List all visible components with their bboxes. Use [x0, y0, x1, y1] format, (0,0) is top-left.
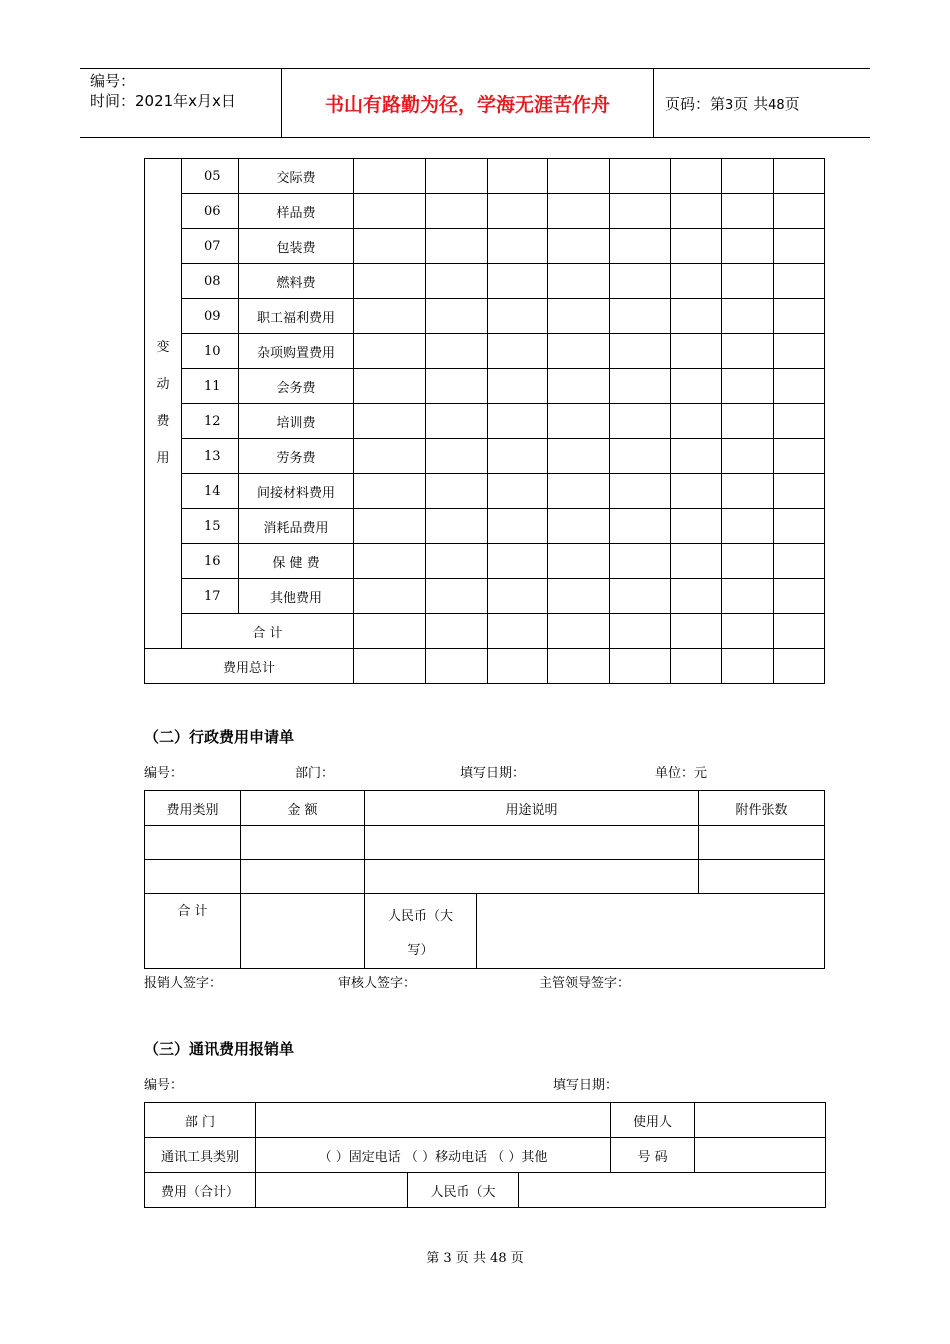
expense-value-cell[interactable] — [548, 299, 610, 334]
grand-total-value-cell[interactable] — [354, 649, 426, 684]
expense-value-cell[interactable] — [671, 159, 722, 194]
category-cell[interactable] — [145, 860, 241, 894]
expense-value-cell[interactable] — [610, 404, 671, 439]
expense-row — [145, 404, 825, 439]
subtotal-value-cell[interactable] — [774, 614, 825, 649]
expense-value-cell[interactable] — [610, 229, 671, 264]
expense-code: 05 — [182, 159, 239, 194]
expense-name: 杂项购置费用 — [239, 334, 354, 369]
page-footer: 第 3 页 共 48 页 — [426, 1251, 524, 1266]
subtotal-value-cell[interactable] — [488, 614, 548, 649]
grand-total-value-cell[interactable] — [671, 649, 722, 684]
expense-value-cell[interactable] — [671, 369, 722, 404]
expense-value-cell[interactable] — [671, 299, 722, 334]
expense-value-cell[interactable] — [774, 544, 825, 579]
expense-value-cell[interactable] — [722, 159, 774, 194]
number-cell[interactable] — [695, 1138, 826, 1173]
expense-value-cell[interactable] — [426, 404, 488, 439]
expense-value-cell[interactable] — [722, 194, 774, 229]
expense-value-cell[interactable] — [671, 579, 722, 614]
expense-row — [145, 474, 825, 509]
side-label-char: 费 — [156, 414, 170, 429]
expense-value-cell[interactable] — [774, 579, 825, 614]
attachments-cell[interactable] — [699, 860, 825, 894]
tool-type-label: 通讯工具类别 — [145, 1138, 256, 1173]
category-cell[interactable] — [145, 826, 241, 860]
subtotal-value-cell[interactable] — [722, 614, 774, 649]
expense-value-cell[interactable] — [671, 474, 722, 509]
expense-value-cell[interactable] — [610, 509, 671, 544]
expense-name: 间接材料费用 — [239, 474, 354, 509]
header-page-info — [665, 93, 800, 114]
expense-value-cell[interactable] — [354, 299, 426, 334]
expense-value-cell[interactable] — [488, 474, 548, 509]
attachments-cell[interactable] — [699, 826, 825, 860]
expense-value-cell[interactable] — [610, 439, 671, 474]
expense-value-cell[interactable] — [774, 229, 825, 264]
expense-value-cell[interactable] — [354, 439, 426, 474]
amount-cell[interactable] — [241, 826, 365, 860]
expense-code: 08 — [182, 264, 239, 299]
fee-label: 费用（合计） — [145, 1173, 256, 1208]
expense-value-cell[interactable] — [548, 159, 610, 194]
expense-name: 燃料费 — [239, 264, 354, 299]
expense-name: 职工福利费用 — [239, 299, 354, 334]
expense-row — [145, 299, 825, 334]
header-time: 时间：2021年x月x日 — [90, 92, 236, 110]
expense-value-cell[interactable] — [610, 299, 671, 334]
header-motto: 书山有路勤为径，学海无涯苦作舟 — [324, 93, 610, 116]
expense-value-cell[interactable] — [722, 264, 774, 299]
expense-value-cell[interactable] — [354, 159, 426, 194]
expense-value-cell[interactable] — [610, 579, 671, 614]
expense-value-cell[interactable] — [610, 474, 671, 509]
expense-value-cell[interactable] — [722, 404, 774, 439]
expense-value-cell[interactable] — [671, 229, 722, 264]
grand-total-row — [145, 649, 825, 684]
page-header — [80, 68, 870, 138]
expense-value-cell[interactable] — [426, 194, 488, 229]
expense-code: 12 — [182, 404, 239, 439]
subtotal-label: 合 计 — [182, 614, 354, 649]
expense-value-cell[interactable] — [426, 474, 488, 509]
expense-row — [145, 334, 825, 369]
expense-value-cell[interactable] — [722, 439, 774, 474]
page-mid: 页 共 — [733, 95, 769, 113]
expense-value-cell[interactable] — [488, 509, 548, 544]
grand-total-label: 费用总计 — [145, 649, 354, 684]
expense-row — [145, 579, 825, 614]
col-header-purpose: 用途说明 — [365, 791, 699, 826]
expense-value-cell[interactable] — [671, 439, 722, 474]
expense-value-cell[interactable] — [354, 194, 426, 229]
rmb-label: 人民币（大 — [408, 1173, 519, 1208]
rmb-uppercase-label: 人民币（大写） — [365, 894, 477, 969]
expense-name: 保 健 费 — [239, 544, 354, 579]
grand-total-value-cell[interactable] — [488, 649, 548, 684]
col-header-category: 费用类别 — [145, 791, 241, 826]
expense-code: 07 — [182, 229, 239, 264]
expense-name: 消耗品费用 — [239, 509, 354, 544]
expense-name: 培训费 — [239, 404, 354, 439]
expense-value-cell[interactable] — [488, 264, 548, 299]
page-number: 3 — [725, 98, 734, 113]
variable-expense-table — [144, 158, 825, 684]
expense-value-cell[interactable] — [671, 194, 722, 229]
expense-value-cell[interactable] — [488, 334, 548, 369]
header-divider — [653, 69, 654, 137]
expense-value-cell[interactable] — [354, 264, 426, 299]
expense-value-cell[interactable] — [426, 544, 488, 579]
supervisor-signature-label: 主管领导签字： — [539, 976, 631, 991]
section2-date-label: 填写日期： — [460, 766, 526, 781]
section3-date-label: 填写日期： — [553, 1078, 619, 1093]
expense-value-cell[interactable] — [548, 544, 610, 579]
expense-value-cell[interactable] — [548, 509, 610, 544]
expense-code: 11 — [182, 369, 239, 404]
expense-value-cell[interactable] — [722, 369, 774, 404]
expense-value-cell[interactable] — [354, 579, 426, 614]
grand-total-value-cell[interactable] — [426, 649, 488, 684]
expense-value-cell[interactable] — [610, 264, 671, 299]
expense-value-cell[interactable] — [610, 334, 671, 369]
expense-value-cell[interactable] — [488, 404, 548, 439]
expense-value-cell[interactable] — [426, 264, 488, 299]
expense-value-cell[interactable] — [548, 229, 610, 264]
expense-value-cell[interactable] — [774, 369, 825, 404]
expense-value-cell[interactable] — [774, 439, 825, 474]
expense-value-cell[interactable] — [774, 509, 825, 544]
expense-value-cell[interactable] — [354, 509, 426, 544]
expense-value-cell[interactable] — [426, 159, 488, 194]
grand-total-value-cell[interactable] — [774, 649, 825, 684]
expense-value-cell[interactable] — [610, 194, 671, 229]
expense-row — [145, 229, 825, 264]
expense-value-cell[interactable] — [488, 159, 548, 194]
expense-value-cell[interactable] — [722, 474, 774, 509]
expense-value-cell[interactable] — [354, 229, 426, 264]
expense-value-cell[interactable] — [426, 439, 488, 474]
section2-unit-label: 单位：元 — [655, 766, 708, 781]
section3-code-label: 编号： — [144, 1078, 184, 1093]
header-code: 编号： — [90, 72, 136, 90]
auditor-signature-label: 审核人签字： — [338, 976, 417, 991]
expense-value-cell[interactable] — [354, 544, 426, 579]
expense-code: 14 — [182, 474, 239, 509]
expense-value-cell[interactable] — [548, 264, 610, 299]
expense-row — [145, 439, 825, 474]
expense-value-cell[interactable] — [774, 474, 825, 509]
rmb-uppercase-cell[interactable] — [477, 894, 825, 969]
total-label: 合 计 — [145, 894, 241, 969]
expense-value-cell[interactable] — [610, 544, 671, 579]
expense-value-cell[interactable] — [488, 544, 548, 579]
expense-value-cell[interactable] — [671, 334, 722, 369]
tool-type-options[interactable]: （ ）固定电话 （ ）移动电话 （ ）其他 — [256, 1138, 611, 1173]
purpose-cell[interactable] — [365, 860, 699, 894]
expense-row — [145, 264, 825, 299]
subtotal-row — [145, 614, 825, 649]
dept-label: 部 门 — [145, 1103, 256, 1138]
expense-value-cell[interactable] — [426, 579, 488, 614]
subtotal-value-cell[interactable] — [671, 614, 722, 649]
expense-value-cell[interactable] — [774, 404, 825, 439]
expense-name: 其他费用 — [239, 579, 354, 614]
expense-value-cell[interactable] — [722, 544, 774, 579]
amount-cell[interactable] — [241, 860, 365, 894]
expense-value-cell[interactable] — [548, 439, 610, 474]
number-label: 号 码 — [611, 1138, 695, 1173]
expense-value-cell[interactable] — [354, 334, 426, 369]
fee-cell[interactable] — [256, 1173, 408, 1208]
section2-title: （二）行政费用申请单 — [144, 728, 295, 746]
expense-value-cell[interactable] — [548, 194, 610, 229]
expense-value-cell[interactable] — [548, 404, 610, 439]
side-label-char: 用 — [156, 451, 170, 466]
telecom-expense-table — [144, 1102, 826, 1208]
expense-value-cell[interactable] — [488, 194, 548, 229]
expense-value-cell[interactable] — [722, 299, 774, 334]
expense-value-cell[interactable] — [610, 159, 671, 194]
header-meta — [90, 71, 236, 111]
expense-code: 17 — [182, 579, 239, 614]
expense-value-cell[interactable] — [426, 334, 488, 369]
col-header-amount: 金 额 — [241, 791, 365, 826]
side-label-char: 动 — [156, 377, 170, 392]
page-suffix: 页 — [784, 95, 800, 113]
expense-value-cell[interactable] — [488, 439, 548, 474]
subtotal-value-cell[interactable] — [610, 614, 671, 649]
expense-value-cell[interactable] — [488, 579, 548, 614]
grand-total-value-cell[interactable] — [610, 649, 671, 684]
side-label-char: 变 — [156, 340, 170, 355]
expense-value-cell[interactable] — [426, 299, 488, 334]
expense-value-cell[interactable] — [671, 544, 722, 579]
rmb-cell[interactable] — [519, 1173, 826, 1208]
expense-value-cell[interactable] — [426, 369, 488, 404]
expense-row — [145, 159, 825, 194]
expense-name: 包装费 — [239, 229, 354, 264]
section3-title: （三）通讯费用报销单 — [144, 1040, 295, 1058]
expense-value-cell[interactable] — [774, 194, 825, 229]
user-label: 使用人 — [611, 1103, 695, 1138]
expense-value-cell[interactable] — [671, 509, 722, 544]
expense-code: 15 — [182, 509, 239, 544]
page-prefix: 页码：第 — [665, 95, 726, 113]
expense-value-cell[interactable] — [354, 369, 426, 404]
expense-name: 交际费 — [239, 159, 354, 194]
expense-value-cell[interactable] — [488, 229, 548, 264]
expense-row — [145, 369, 825, 404]
expense-code: 10 — [182, 334, 239, 369]
expense-value-cell[interactable] — [774, 334, 825, 369]
expense-code: 13 — [182, 439, 239, 474]
expense-name: 样品费 — [239, 194, 354, 229]
expense-value-cell[interactable] — [610, 369, 671, 404]
expense-value-cell[interactable] — [354, 474, 426, 509]
expense-value-cell[interactable] — [488, 299, 548, 334]
expense-value-cell[interactable] — [548, 579, 610, 614]
expense-row — [145, 509, 825, 544]
expense-row — [145, 544, 825, 579]
expense-value-cell[interactable] — [671, 404, 722, 439]
expense-name: 会务费 — [239, 369, 354, 404]
reimburser-signature-label: 报销人签字： — [144, 976, 223, 991]
variable-expense-side-label — [145, 159, 182, 649]
expense-row — [145, 194, 825, 229]
subtotal-value-cell[interactable] — [548, 614, 610, 649]
expense-code: 09 — [182, 299, 239, 334]
expense-code: 06 — [182, 194, 239, 229]
user-cell[interactable] — [695, 1103, 826, 1138]
expense-value-cell[interactable] — [548, 369, 610, 404]
expense-value-cell[interactable] — [774, 159, 825, 194]
subtotal-value-cell[interactable] — [354, 614, 426, 649]
grand-total-value-cell[interactable] — [548, 649, 610, 684]
expense-value-cell[interactable] — [722, 509, 774, 544]
expense-value-cell[interactable] — [774, 264, 825, 299]
grand-total-value-cell[interactable] — [722, 649, 774, 684]
total-amount-cell[interactable] — [241, 894, 365, 969]
expense-value-cell[interactable] — [488, 369, 548, 404]
expense-name: 劳务费 — [239, 439, 354, 474]
expense-value-cell[interactable] — [548, 334, 610, 369]
expense-value-cell[interactable] — [722, 229, 774, 264]
admin-expense-table — [144, 790, 825, 969]
purpose-cell[interactable] — [365, 826, 699, 860]
section2-code-label: 编号： — [144, 766, 184, 781]
subtotal-value-cell[interactable] — [426, 614, 488, 649]
page-total: 48 — [768, 98, 785, 113]
section2-dept-label: 部门： — [295, 766, 335, 781]
expense-value-cell[interactable] — [774, 299, 825, 334]
expense-value-cell[interactable] — [354, 404, 426, 439]
expense-value-cell[interactable] — [548, 474, 610, 509]
expense-value-cell[interactable] — [426, 509, 488, 544]
expense-value-cell[interactable] — [671, 264, 722, 299]
expense-value-cell[interactable] — [426, 229, 488, 264]
expense-value-cell[interactable] — [722, 334, 774, 369]
expense-code: 16 — [182, 544, 239, 579]
expense-value-cell[interactable] — [722, 579, 774, 614]
col-header-attachments: 附件张数 — [699, 791, 825, 826]
dept-cell[interactable] — [256, 1103, 611, 1138]
